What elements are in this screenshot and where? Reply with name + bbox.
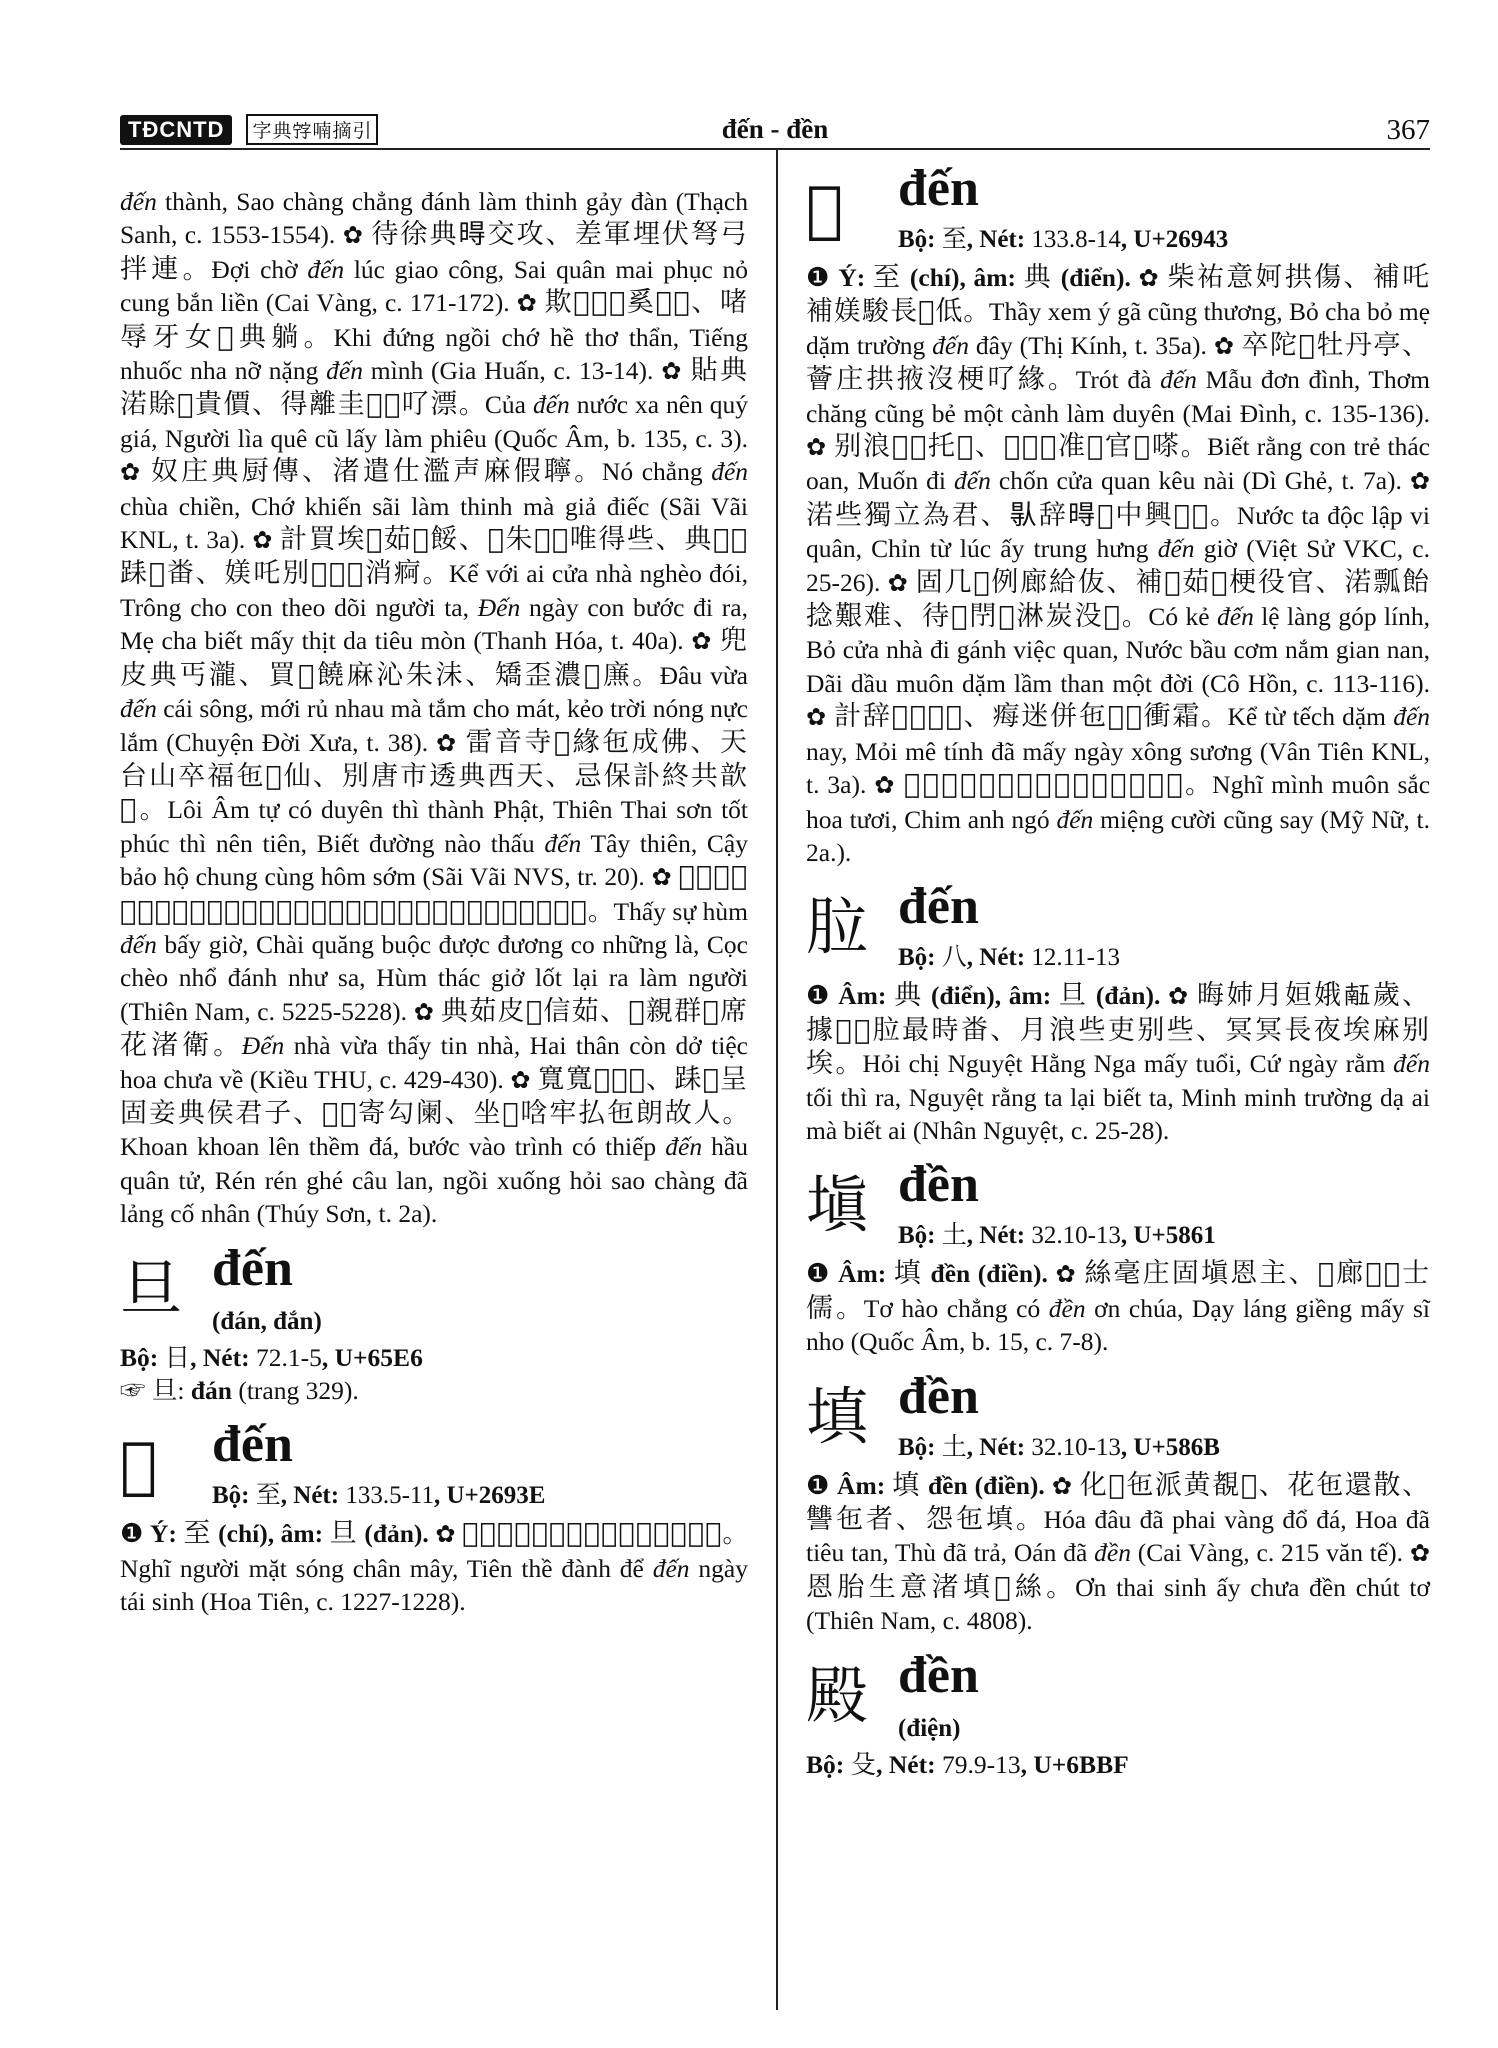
entry-body: ❶ Âm: 典 (điển), âm: 旦 (đản). ✿ 晦姉月姮娥𠄼歲、據𣇊𣎃䏠最時畨、月浪些吏别些、冥冥長夜埃麻别埃。Hỏi chị Nguyệt Hằng Nga mấy tuổi, Cứ ngày rằm đến tối thì ra, Nguyệt rằng ta lại biết ta, Minh minh trường dạ ai mà biết ai (Nhân Nguyệt, c. 25-28). bbox=[806, 980, 1431, 1145]
continuation-text: đến thành, Sao chàng chẳng đánh làm thinh gảy đàn (Thạch Sanh, c. 1553-1554). ✿ 待徐典𣈜交攻、差軍埋伏弩弓拌連。Đợi chờ đến lúc giao công, Sai quân mai phục nỏ cung bắn liền (Cai Vàng, c. 171-172). ✿ 欺𥪸𪵶𦍛奚𠶆𡢐、啫辱牙女𥗾典躺。Khi đứng ngồi chớ hề thơ thẩn, Tiếng nhuốc nha nỡ nặng đến mình (Gia Huấn, c. 13-14). ✿ 貼典渃賖𨷑貴價、得離圭𡞕𥘀𠮩漂。Của đến nước xa nên quý giá, Người lìa quê cũ lấy làm phiêu (Quốc Âm, b. 135, c. 3). ✿ 奴庄典厨傳、渚遣仕濫声麻假聹。Nó chẳng đến chùa chiền, Chớ khiến sãi làm thinh mà giả điếc (Sãi Vãi KNL, t. 3a). ✿ 計買埃𠁀茹𩛜餒、𫰅朱𡮣𨆢唯得些、典𣇊𡮣𨀤𨖲畨、媄吒別𠄼𥒥𦝄消痾。Kể với ai cửa nhà nghèo đói, Trông cho con theo dõi người ta, Đến ngày con bước đi ra, Mẹ cha biết mấy thịt da tiêu mòn (Thanh Hóa, t. 40a). ✿ 兜皮典丐瀧、買𠼤饒麻沁朱沬、矯歪濃𤈜㢘。Đâu vừa đến cái sông, mới rủ nhau mà tắm cho mát, kẻo trời nóng nực lắm (Chuyện Đời Xưa, t. 38). ✿ 雷音寺𡗶緣㐌成佛、天台山卒福㐌𨷑仙、別唐市透典西天、忌保訃終共歆𣾼。Lôi Âm tự có duyên thì thành Phật, Thiên Thai sơn tốt phúc thì nên tiên, Biết đường nào thấu đến Tây thiên, Cậy bảo hộ chung cùng hôm sớm (Sãi Vãi NVS, tr. 20). ✿ 𣅶事猹典閉除、紂肱紥特當摭仍罗、掊𢭂擼打如車、猹托𠯦猈吏𣌉𠮩𩄲。Thấy sự hùm đến bấy giờ, Chài quăng buộc được đương co những là, Cọc chèo nhổ đánh như sa, Hùm thác giở lốt lại ra làm người (Thiên Nam, c. 5225-5228). ✿ 典茹皮𣅶信茹、𠄩親群𠴍席花渚衛。Đến nhà vừa thấy tin nhà, Hai thân còn dở tiệc hoa chưa về (Kiều THU, c. 429-430). ✿ 寬寬𨁥𡍞𥒥、𨀤𠫾呈固妾典侯君子、𦄾𦄾寄勾阑、坐𣌉唅牢払㐌朗故人。Khoan khoan lên thềm đá, bước vào trình có thiếp đến hầu quân tử, Rén rén ghé câu lan, ngồi xuống hỏi sao chàng đã lảng cố nhân (Thúy Sơn, t. 2a). bbox=[120, 187, 749, 1229]
entry-den-5861 bbox=[806, 1156, 1431, 1358]
headword-char: 塡 bbox=[806, 1168, 869, 1242]
headword: đến bbox=[212, 1416, 293, 1474]
entry-meta: Bộ: 至, Nét: 133.5-11, U+2693E bbox=[212, 1482, 546, 1510]
header-rule bbox=[120, 148, 1430, 150]
entry-head bbox=[806, 1367, 1430, 1469]
left-column bbox=[120, 185, 748, 1619]
entry-body: ❶ Ý: 至 (chí), âm: 旦 (đản). ✿ 𢬣𩄲𩆐㳥𩈘𨆢、𥮊誓停𡶀𦤾𣇊再生。Nghĩ người mặt sóng chân mây, Tiên thề đành để đến ngày tái sinh (Hoa Tiên, c. 1227-1228). bbox=[120, 1518, 749, 1617]
entry-head bbox=[806, 1646, 1430, 1748]
headword-char: 䏠 bbox=[806, 890, 869, 964]
headword: đền bbox=[898, 1156, 979, 1214]
entry-dien bbox=[806, 1646, 1430, 1781]
entry-head bbox=[120, 1416, 748, 1517]
entry-head bbox=[806, 1156, 1430, 1257]
headword: đến bbox=[898, 160, 979, 217]
entry-den-586b bbox=[806, 1367, 1431, 1638]
entry-body: ❶ Âm: 填 đền (điền). ✿ 絲毫庄固塡恩主、𠶋廊𣼽𠄼士儒。Tơ hào chẳng có đền ơn chúa, Dạy láng giềng mấy sĩ nho (Quốc Âm, b. 15, c. 7-8). bbox=[806, 1258, 1431, 1357]
tdcntd-logo: TĐCNTD bbox=[120, 115, 232, 145]
headword: đền bbox=[898, 1646, 979, 1704]
headword: đến bbox=[898, 878, 979, 936]
headword-char: 填 bbox=[806, 1379, 869, 1453]
entry-meta: Bộ: 土, Nét: 32.10-13, U+586B bbox=[898, 1433, 1220, 1461]
entry-den-8-14 bbox=[806, 160, 1431, 869]
column-divider bbox=[776, 150, 778, 2010]
headword-alt-reading: (đán, đắn) bbox=[212, 1307, 322, 1335]
entry-body: ❶ Ý: 至 (chí), âm: 典 (điển). ✿ 柴祐意妸拱傷、補吒補媄駿長𦥃低。Thầy xem ý gã cũng thương, Bỏ cha bỏ mẹ dặm trường đến đây (Thị Kính, t. 35a). ✿ 卒陀𦥃牡丹亭、薈庄拱掖沒梗𠮩緣。Trót đà đến Mẫu đơn đình, Thơm chăng cũng bẻ một cành làm duyên (Mai Đình, c. 135-136). ✿ 别浪𡮣𪀄托𡨧、𢠩𡗋𦥃准𠓨官𠶆嗏。Biết rằng con trẻ thác oan, Muốn đi đến chốn cửa quan kêu nài (Dì Ghẻ, t. 7a). ✿ 渃些獨立為君、𠊛辞𣈜𧋆中興𦥃𣇞。Nước ta độc lập vi quân, Chỉn từ lúc ấy trung hưng đến giờ (Việt Sử VKC, c. 25-26). ✿ 固几𦥃例廊給伖、補𠁀茹𠫾梗役官、渃瓢飴捻艱难、待𤈜閅𨉓淋炭没𣈜。Có kẻ đến lệ làng góp lính, Bỏ cửa nhà đi gánh việc quan, Nước bầu cơm nắm gian nan, Dãi dầu muôn dặm lầm than một đời (Cô Hồn, c. 113-116). ✿ 計辞𨆢𡍞𦥃𣈜、痗迷併㐌𠄼𣇊衝霜。Kể từ tếch dặm đến nay, Mỏi mê tính đã mấy ngày xông sương (Vân Tiên KNL, t. 3a). ✿ 𢬣𠬠閅色花鮮、𪀄英𠰉𦥃𠰘𠻃拱𨢇。Nghĩ mình muôn sắc hoa tươi, Chim anh ngó đến miệng cười cũng say (Mỹ Nữ, t. 2a.). bbox=[806, 262, 1431, 867]
headword-char: 旦 bbox=[120, 1251, 183, 1325]
entry-meta: Bộ: 八, Nét: 12.11-13 bbox=[898, 944, 1120, 972]
entry-head bbox=[806, 878, 1430, 979]
entry-body: ☞ 旦: đán (trang 329). bbox=[120, 1376, 359, 1405]
right-column bbox=[806, 160, 1431, 1781]
entry-meta: Bộ: 土, Nét: 32.10-13, U+5861 bbox=[898, 1222, 1216, 1250]
running-title: đến - đền bbox=[721, 114, 829, 144]
entry-head bbox=[806, 160, 1430, 261]
han-nom-logo: 字典𡨸喃摘引 bbox=[246, 114, 378, 145]
headword: đến bbox=[212, 1239, 293, 1297]
headword-alt-reading: (điện) bbox=[898, 1714, 961, 1742]
entry-dan bbox=[120, 1239, 748, 1408]
headword-char: 𦤾 bbox=[120, 1428, 158, 1502]
entry-den-11-13 bbox=[806, 878, 1431, 1147]
headword-char: 殿 bbox=[806, 1658, 869, 1732]
entry-meta: Bộ: 至, Nét: 133.8-14, U+26943 bbox=[898, 226, 1229, 253]
page-header bbox=[120, 108, 1430, 150]
entry-body: ❶ Âm: 填 đền (điền). ✿ 化𡗶㐌派黄覩𥒥、花㐌還散、讐㐌者、怨㐌填。Hóa đâu đã phai vàng đổ đá, Hoa đã tiêu tan, Thù đã trả, Oán đã đền (Cai Vàng, c. 215 văn tế). ✿ 恩胎生意渚填𥿤絲。Ơn thai sinh ấy chưa đền chút tơ (Thiên Nam, c. 4808). bbox=[806, 1469, 1431, 1636]
entry-head bbox=[120, 1239, 748, 1341]
page-number: 367 bbox=[1386, 114, 1430, 146]
headword-char: 𦥃 bbox=[806, 172, 844, 245]
entry-den-5-11 bbox=[120, 1416, 749, 1618]
entry-meta: Bộ: 殳, Nét: 79.9-13, U+6BBF bbox=[806, 1749, 1129, 1779]
entry-meta: Bộ: 日, Nét: 72.1-5, U+65E6 bbox=[120, 1342, 423, 1372]
headword: đền bbox=[898, 1367, 979, 1425]
